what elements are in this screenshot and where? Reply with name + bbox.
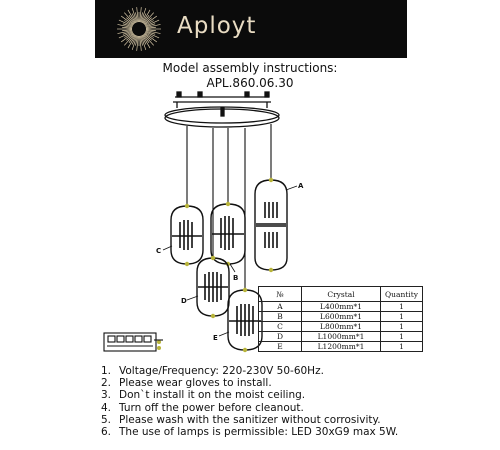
label-c: C — [156, 247, 162, 255]
row-quantity: 1 — [381, 302, 423, 312]
pendant-e — [219, 288, 262, 352]
table-header-row — [259, 287, 423, 302]
parts-table — [258, 286, 423, 352]
row-quantity: 1 — [381, 322, 423, 332]
table-row — [259, 322, 423, 332]
row-code: C — [259, 322, 302, 332]
table-row — [259, 302, 423, 312]
row-crystal: L600mm*1 — [302, 312, 381, 322]
row-crystal: L400mm*1 — [302, 302, 381, 312]
note-text: Please wear gloves to install. — [119, 377, 272, 390]
pendant-c — [163, 204, 203, 266]
sunburst-icon — [95, 0, 175, 58]
column-header-number: № — [259, 287, 302, 302]
note-text: Please wash with the sanitizer without corrosivity. — [119, 413, 381, 426]
list-item: 3. Don`t install it on the moist ceiling. — [101, 389, 306, 402]
terminal-block — [104, 333, 163, 351]
page-title: Model assembly instructions: — [162, 61, 338, 75]
ceiling-canopy — [165, 92, 279, 127]
row-quantity: 1 — [381, 312, 423, 322]
row-crystal: L1000mm*1 — [302, 332, 381, 342]
row-code: D — [259, 332, 302, 342]
label-e: E — [213, 334, 218, 342]
table-row — [259, 312, 423, 322]
note-text: Voltage/Frequency: 220-230V 50-60Hz. — [119, 365, 324, 377]
pendant-a — [255, 178, 297, 272]
row-quantity: 1 — [381, 332, 423, 342]
brand-banner — [95, 0, 407, 58]
label-d: D — [181, 297, 187, 305]
row-crystal: L800mm*1 — [302, 322, 381, 332]
list-item: 5. Please wash with the sanitizer without corrosivity. — [101, 413, 381, 426]
column-header-quantity: Quantity — [381, 287, 423, 302]
list-item: 4. Turn off the power before cleanout. — [101, 401, 304, 414]
model-number: APL.860.06.30 — [206, 76, 294, 90]
row-code: B — [259, 312, 302, 322]
note-text: Turn off the power before cleanout. — [119, 401, 304, 414]
row-quantity: 1 — [381, 342, 423, 352]
table-row — [259, 332, 423, 342]
row-code: A — [259, 302, 302, 312]
note-text: Don`t install it on the moist ceiling. — [119, 389, 306, 402]
list-item: 1. Voltage/Frequency: 220-230V 50-60Hz. — [101, 365, 324, 377]
pendant-b — [211, 202, 245, 272]
note-text: The use of lamps is permissible: LED 30xG9 max 5W. — [119, 426, 399, 439]
row-code: E — [259, 342, 302, 352]
column-header-crystal: Crystal — [302, 287, 381, 302]
list-item: 2. Please wear gloves to install. — [101, 377, 272, 390]
label-b: B — [233, 274, 239, 282]
pendant-d — [187, 256, 229, 318]
instructions-list — [101, 365, 398, 438]
row-crystal: L1200mm*1 — [302, 342, 381, 352]
list-item: 6. The use of lamps is permissible: LED 30xG9 max 5W. — [101, 426, 399, 439]
brand-name: Aployt — [177, 13, 257, 39]
label-a: A — [298, 182, 304, 190]
table-row — [259, 342, 423, 352]
